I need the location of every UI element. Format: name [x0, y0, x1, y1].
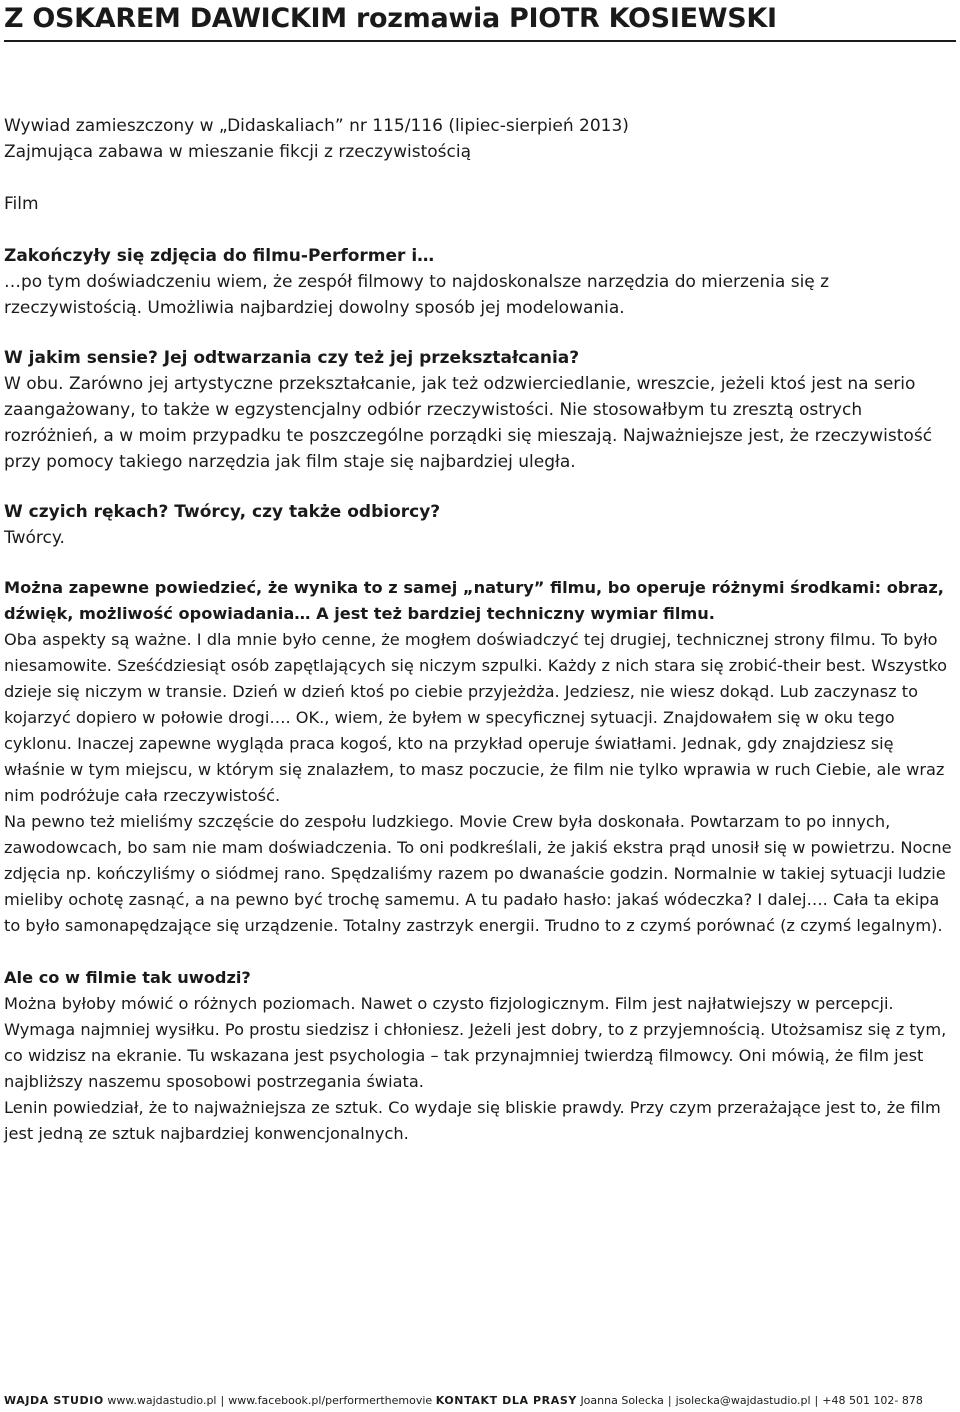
question: W czyich rękach? Twórcy, czy także odbiorcy?: [4, 502, 441, 522]
answer: Można byłoby mówić o różnych poziomach. Nawet o czysto fizjologicznym. Film jest najłatwiejszy w percepcji. Wymaga najmniej wysiłku. Po prostu siedzisz i chłoniesz. Jeżeli jest dobry, to z przyjemnością. Utożsamisz się z tym, co widzisz na ekranie. Tu wskazana jest psychologia – tak przynajmniej twierdzą filmowcy. Oni mówią, że film jest najbliższy naszemu sposobowi postrzegania świata.: [4, 994, 947, 1091]
question: Zakończyły się zdjęcia do filmu-Performer i…: [4, 246, 435, 266]
footer-divider: |: [220, 1394, 225, 1407]
answer: Na pewno też mieliśmy szczęście do zespołu ludzkiego. Movie Crew była doskonała. Powtarzam to po innych, zawodowcach, bo sam nie mam doświadczenia. To oni podkreślali, że jakiś ekstra prąd unosił się w powietrzu. Nocne zdjęcia np. kończyliśmy o siódmej rano. Spędzaliśmy razem po dwanaście godzin. Normalnie w takiej sytuacji ludzie mieliby ochotę zasnąć, a na pewno być trochę samemu. A tu padało hasło: jakaś wódeczka? I dalej…. Cała ta ekipa to było samonapędzające się urządzenie. Totalny zastrzyk energii. Trudno to z czymś porównać (z czymś legalnym).: [4, 812, 952, 935]
answer: W obu. Zarówno jej artystyczne przekształcanie, jak też odzwierciedlanie, wreszcie, jeżeli ktoś jest na serio zaangażowany, to także w egzystencjalny odbiór rzeczywistości. Nie stosowałbym tu zresztą ostrych rozróżnień, a w moim przypadku te poszczególne porządki się mieszają. Najważniejsze jest, że rzeczywistość przy pomocy takiego narzędzia jak film staje się najbardziej uległa.: [4, 374, 933, 472]
question: Ale co w filmie tak uwodzi?: [4, 968, 251, 987]
answer: Lenin powiedział, że to najważniejsza ze sztuk. Co wydaje się bliskie prawdy. Przy czym przerażające jest to, że film jest jedną ze sztuk najbardziej konwencjonalnych.: [4, 1098, 941, 1143]
footer-facebook-link[interactable]: www.facebook.pl/performerthemovie: [228, 1394, 433, 1407]
footer: [4, 1394, 956, 1408]
answer: Oba aspekty są ważne. I dla mnie było cenne, że mogłem doświadczyć tej drugiej, technicznej strony filmu. To było niesamowite. Sześćdziesiąt osób zapętlających się niczym szpulki. Każdy z nich stara się zrobić-their best. Wszystko dzieje się niczym w transie. Dzień w dzień ktoś po ciebie przyjeżdża. Jedziesz, nie wiesz dokąd. Lub zaczynasz to kojarzyć dopiero w połowie drogi…. OK., wiem, że byłem w specyficznej sytuacji. Znajdowałem się w oku tego cyklonu. Inaczej zapewne wygląda praca kogoś, kto na przykład operuje światłami. Jednak, gdy znajdziesz się właśnie w tym miejscu, w którym się znalazłem, to masz poczucie, że film nie tylko wprawia w ruch Ciebie, ale wraz nim podróżuje cała rzeczywistość.: [4, 630, 948, 805]
section-label: Film: [4, 194, 39, 214]
article-subtitle: Zajmująca zabawa w mieszanie fikcji z rzeczywistością: [4, 142, 471, 162]
article-body: [4, 113, 956, 1147]
footer-website-link[interactable]: www.wajdastudio.pl: [107, 1394, 217, 1407]
footer-divider: |: [814, 1394, 819, 1407]
footer-press-label: KONTAKT DLA PRASY: [435, 1394, 577, 1407]
source-note: Wywiad zamieszczony w „Didaskaliach” nr 115/116 (lipiec-sierpień 2013): [4, 116, 629, 136]
footer-phone: +48 501 102- 878: [822, 1394, 923, 1407]
answer: Twórcy.: [4, 528, 65, 548]
footer-divider: |: [667, 1394, 672, 1407]
question: W jakim sensie? Jej odtwarzania czy też jej przekształcania?: [4, 348, 580, 368]
footer-email-link[interactable]: jsolecka@wajdastudio.pl: [675, 1394, 811, 1407]
question: Można zapewne powiedzieć, że wynika to z samej „natury” filmu, bo operuje różnymi środkami: obraz, dźwięk, możliwość opowiadania… A jest też bardziej techniczny wymiar filmu.: [4, 578, 944, 623]
footer-studio-name: WAJDA STUDIO: [4, 1394, 104, 1407]
answer: …po tym doświadczeniu wiem, że zespół filmowy to najdoskonalsze narzędzia do mierzenia się z rzeczywistością. Umożliwia najbardziej dowolny sposób jej modelowania.: [4, 272, 830, 318]
page-title: Z OSKAREM DAWICKIM rozmawia PIOTR KOSIEWSKI: [4, 3, 777, 34]
footer-contact-name: Joanna Solecka: [580, 1394, 664, 1407]
title-underline: [4, 40, 956, 42]
